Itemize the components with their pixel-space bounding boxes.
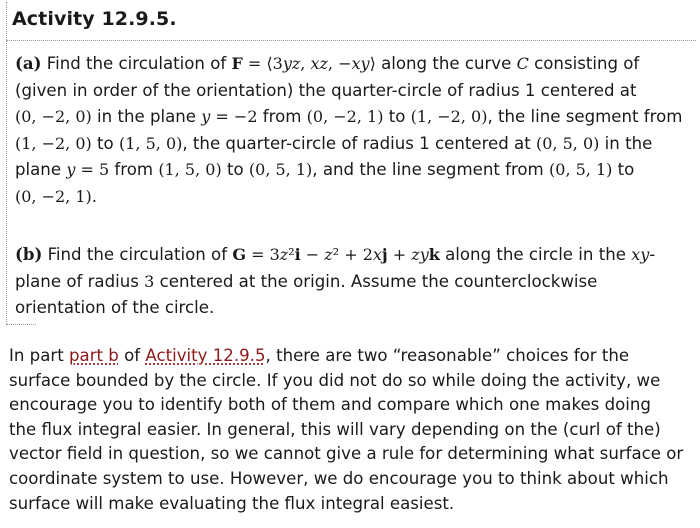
math-variable: C xyxy=(516,54,529,73)
text-run: in the plane xyxy=(91,107,202,126)
text-run: , and the line segment from xyxy=(312,160,550,179)
text-line xyxy=(15,269,690,296)
text-run: Find the circulation of xyxy=(41,54,232,73)
math-vector: F xyxy=(231,54,243,73)
text-line xyxy=(15,295,690,322)
math-run: = 3 xyxy=(245,245,280,264)
math-run: (0, −2, 0) xyxy=(15,107,92,126)
math-run: , xyxy=(300,54,311,73)
text-line xyxy=(41,54,639,73)
text-run: to xyxy=(221,160,249,179)
part-a-body xyxy=(15,54,690,210)
math-run: (0, 5, 0) xyxy=(536,133,600,153)
math-variable: xy xyxy=(351,54,370,73)
activity-title: Activity 12.9.5. xyxy=(12,8,177,30)
math-run: = −2 xyxy=(210,107,258,126)
math-variable: zy xyxy=(411,245,429,264)
text-run: to xyxy=(383,107,411,126)
math-vector: i xyxy=(294,245,301,264)
text-line xyxy=(9,418,694,443)
text-run: to xyxy=(612,160,635,179)
text-run: from xyxy=(109,160,159,179)
text-run: of xyxy=(118,346,146,365)
text-run: (given in order of the orientation) the quarter-circle of radius 1 centered at xyxy=(15,80,637,100)
text-line xyxy=(15,78,690,105)
text-run: In part xyxy=(9,346,69,365)
part-b-label: (b) xyxy=(15,244,43,264)
text-run: to xyxy=(91,133,119,153)
math-vector: j xyxy=(381,245,388,264)
activity-bottom-divider xyxy=(6,324,36,325)
math-run: − xyxy=(300,245,325,264)
text-run: from xyxy=(257,107,307,126)
text-run: Find the circulation of xyxy=(42,245,233,264)
text-run: consisting of xyxy=(528,54,640,73)
math-run: (1, −2, 0) xyxy=(410,107,488,126)
math-run: + xyxy=(387,245,412,264)
text-line xyxy=(9,369,694,394)
math-variable: y xyxy=(201,107,211,126)
math-variable: z xyxy=(324,245,333,264)
text-run: the flux integral easier. In general, this will vary depending on the (curl of the) xyxy=(9,419,661,439)
text-run: plane xyxy=(15,160,67,179)
text-run: - xyxy=(649,245,656,264)
text-line xyxy=(15,131,690,158)
math-run: (0, 5, 1) xyxy=(549,160,613,179)
text-line xyxy=(9,467,694,492)
title-divider xyxy=(6,40,696,41)
text-line xyxy=(15,104,690,131)
math-run: ² xyxy=(288,245,295,264)
text-run: centered at the origin. Assume the counterclockwise xyxy=(154,271,598,291)
activity-part-b xyxy=(15,241,690,322)
text-run: , the quarter-circle of radius 1 centered at xyxy=(182,133,537,153)
text-run: , there are two “reasonable” choices for the xyxy=(265,346,630,365)
math-variable: xz xyxy=(310,54,328,73)
text-line xyxy=(15,157,690,184)
math-run: (1, 5, 0) xyxy=(158,160,222,179)
part-b-body xyxy=(15,245,690,322)
text-line xyxy=(15,184,690,211)
text-run: . xyxy=(91,186,98,206)
math-run: (0, −2, 1) xyxy=(15,186,92,206)
text-run: orientation of the circle. xyxy=(15,298,215,317)
math-run: (1, −2, 0) xyxy=(15,133,92,153)
math-run: (1, 5, 0) xyxy=(119,133,183,153)
math-variable: yz xyxy=(282,54,301,73)
text-run: encourage you to identify both of them and compare which one makes doing xyxy=(9,395,651,415)
explanatory-paragraph xyxy=(9,344,694,516)
cross-reference-link[interactable]: part b xyxy=(69,346,119,365)
text-run: surface will make evaluating the flux integral easiest. xyxy=(9,493,455,513)
text-line xyxy=(42,245,655,264)
part-a-label: (a) xyxy=(15,53,42,73)
activity-part-a xyxy=(15,50,690,210)
math-vector: k xyxy=(428,245,440,264)
text-run: along the curve xyxy=(375,54,517,73)
math-run: ⟩ xyxy=(369,54,376,73)
paragraph-body xyxy=(9,346,694,516)
math-variable: x xyxy=(372,245,382,264)
math-run: = ⟨3 xyxy=(242,54,283,73)
text-run: in the xyxy=(599,133,653,153)
text-run: surface bounded by the circle. If you did not do so while doing the activity, we xyxy=(9,370,661,390)
text-line xyxy=(9,393,694,418)
math-run: 3 xyxy=(144,271,155,291)
math-variable: z xyxy=(279,245,289,264)
math-run: (0, 5, 1) xyxy=(248,160,313,179)
text-run: coordinate system to use. However, we do encourage you to think about which xyxy=(9,468,669,488)
math-vector: G xyxy=(232,245,246,264)
text-line xyxy=(9,442,694,467)
text-run: , the line segment from xyxy=(487,107,683,126)
text-run: plane of radius xyxy=(15,271,145,291)
math-run: ² + 2 xyxy=(332,245,373,264)
math-variable: xy xyxy=(631,245,650,264)
text-run: along the circle in the xyxy=(439,245,632,264)
math-run: (0, −2, 1) xyxy=(306,107,384,126)
math-run: = 5 xyxy=(75,160,110,179)
text-line xyxy=(9,492,694,517)
text-line xyxy=(9,346,629,365)
text-run: vector field in question, so we cannot give a rule for determining what surface or xyxy=(9,444,684,464)
math-variable: y xyxy=(66,160,76,179)
cross-reference-link[interactable]: Activity 12.9.5 xyxy=(145,346,266,365)
math-run: , − xyxy=(327,54,352,73)
